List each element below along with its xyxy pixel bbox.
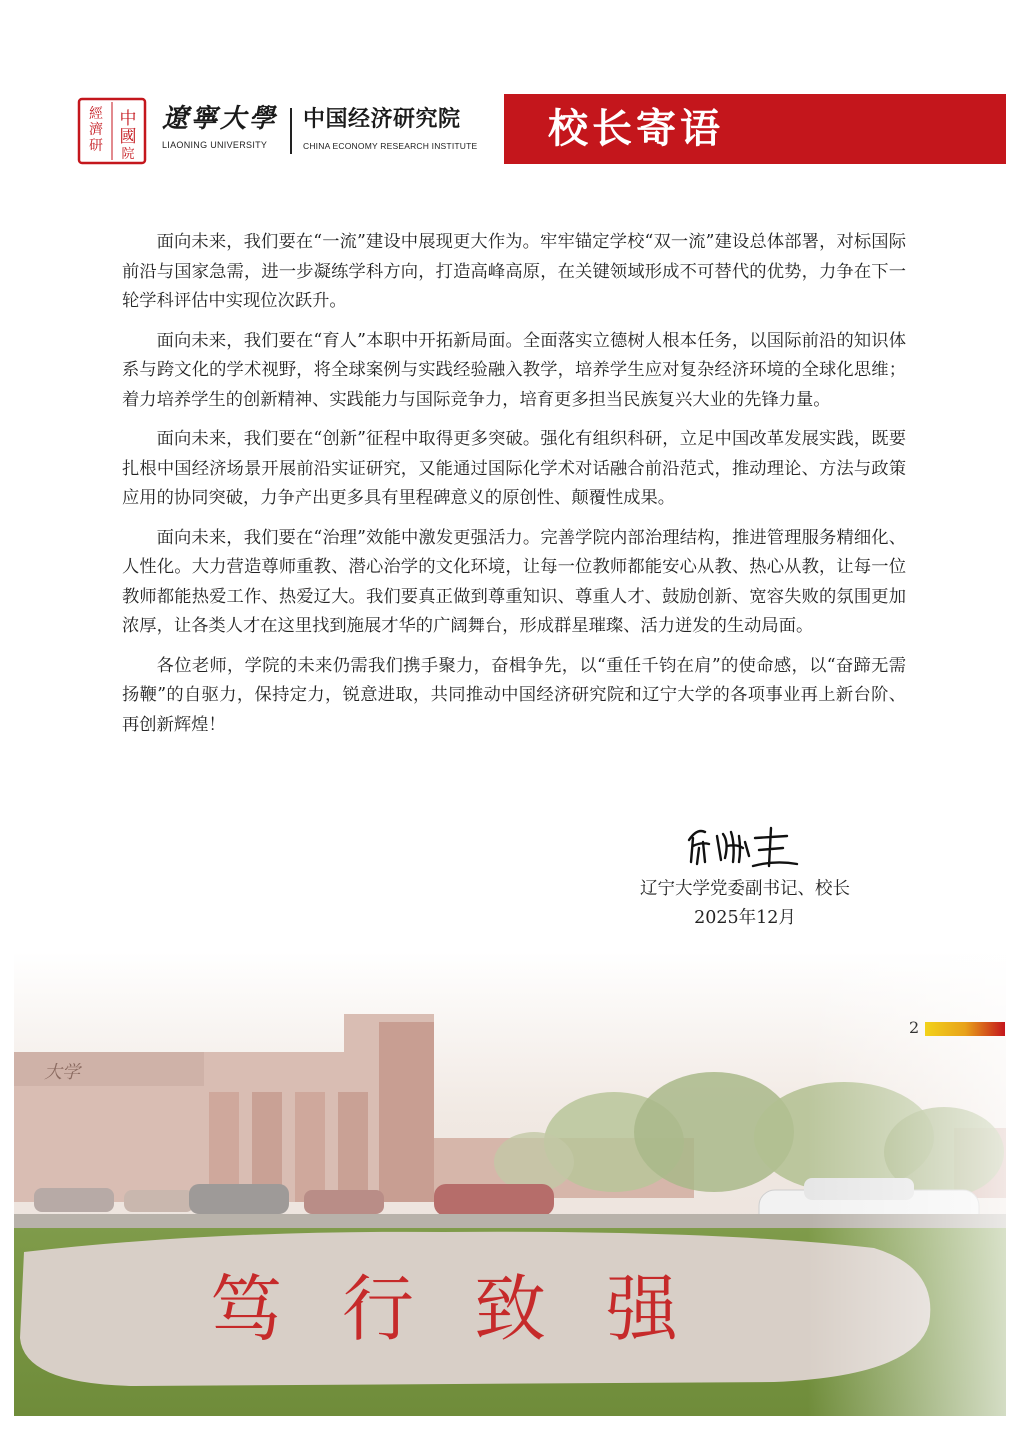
- header-divider: [290, 108, 292, 154]
- signoff-title: 辽宁大学党委副书记、校长: [640, 879, 850, 899]
- svg-text:經: 經: [89, 106, 103, 122]
- page-number: 2: [909, 1018, 920, 1037]
- institute-name-en: CHINA ECONOMY RESEARCH INSTITUTE: [303, 141, 478, 151]
- university-name-en: LIAONING UNIVERSITY: [162, 140, 268, 150]
- handwritten-signature: [683, 822, 803, 870]
- university-name-cn: 遼寧大學: [162, 104, 279, 134]
- paragraph: 面向未来，我们要在“育人”本职中开拓新局面。全面落实立德树人根本任务，以国际前沿的知识体系与跨文化的学术视野，将全球案例与实践经验融入教学，培养学生应对复杂经济环境的全球化思维；着力培养学生的创新精神、实践能力与国际竞争力，培育更多担当民族复兴大业的先锋力量。: [122, 330, 906, 410]
- svg-text:濟: 濟: [89, 122, 103, 138]
- university-logo: [162, 104, 288, 150]
- svg-text:研: 研: [89, 138, 103, 154]
- svg-text:院: 院: [121, 147, 135, 162]
- institute-seal-logo: [76, 96, 148, 166]
- letter-body: [122, 228, 906, 750]
- institute-name-cn: 中国经济研究院: [303, 107, 461, 132]
- campus-photo: [14, 952, 1006, 1416]
- section-banner: [504, 94, 1006, 164]
- paragraph: 面向未来，我们要在“创新”征程中取得更多突破。强化有组织科研，立足中国改革发展实践，既要扎根中国经济场景开展前沿实证研究，又能通过国际化学术对话融合前沿范式，推动理论、方法与政策应用的协同突破，力争产出更多具有里程碑意义的原创性、颠覆性成果。: [122, 429, 906, 508]
- svg-text:中: 中: [119, 109, 137, 129]
- section-title: 校长寄语: [548, 105, 724, 152]
- institute-logo: [303, 106, 503, 151]
- svg-text:國: 國: [119, 127, 137, 147]
- paragraph: 面向未来，我们要在“治理”效能中激发更强活力。完善学院内部治理结构，推进管理服务精细化、人性化。大力营造尊师重教、潜心治学的文化环境，让每一位教师都能安心从教、热心从教，让每一位教师都能热爱工作、热爱辽大。我们要真正做到尊重知识、尊重人才、鼓励创新、宽容失败的氛围更加浓厚，让各类人才在这里找到施展才华的广阔舞台，形成群星璀璨、活力迸发的生动局面。: [122, 527, 906, 636]
- page-number-bar: [925, 1022, 1005, 1036]
- paragraph: 面向未来，我们要在“一流”建设中展现更大作为。牢牢锚定学校“双一流”建设总体部署，对标国际前沿与国家急需，进一步凝练学科方向，打造高峰高原，在关键领域形成不可替代的优势，力争在下一轮学科评估中实现位次跃升。: [122, 232, 906, 311]
- paragraph: 各位老师，学院的未来仍需我们携手聚力，奋楫争先，以“重任千钧在肩”的使命感，以“奋蹄无需扬鞭”的自驱力，保持定力，锐意进取，共同推动中国经济研究院和辽宁大学的各项事业再上新台阶、再创新辉煌！: [122, 655, 906, 735]
- signoff-date: 2025年12月: [694, 908, 796, 928]
